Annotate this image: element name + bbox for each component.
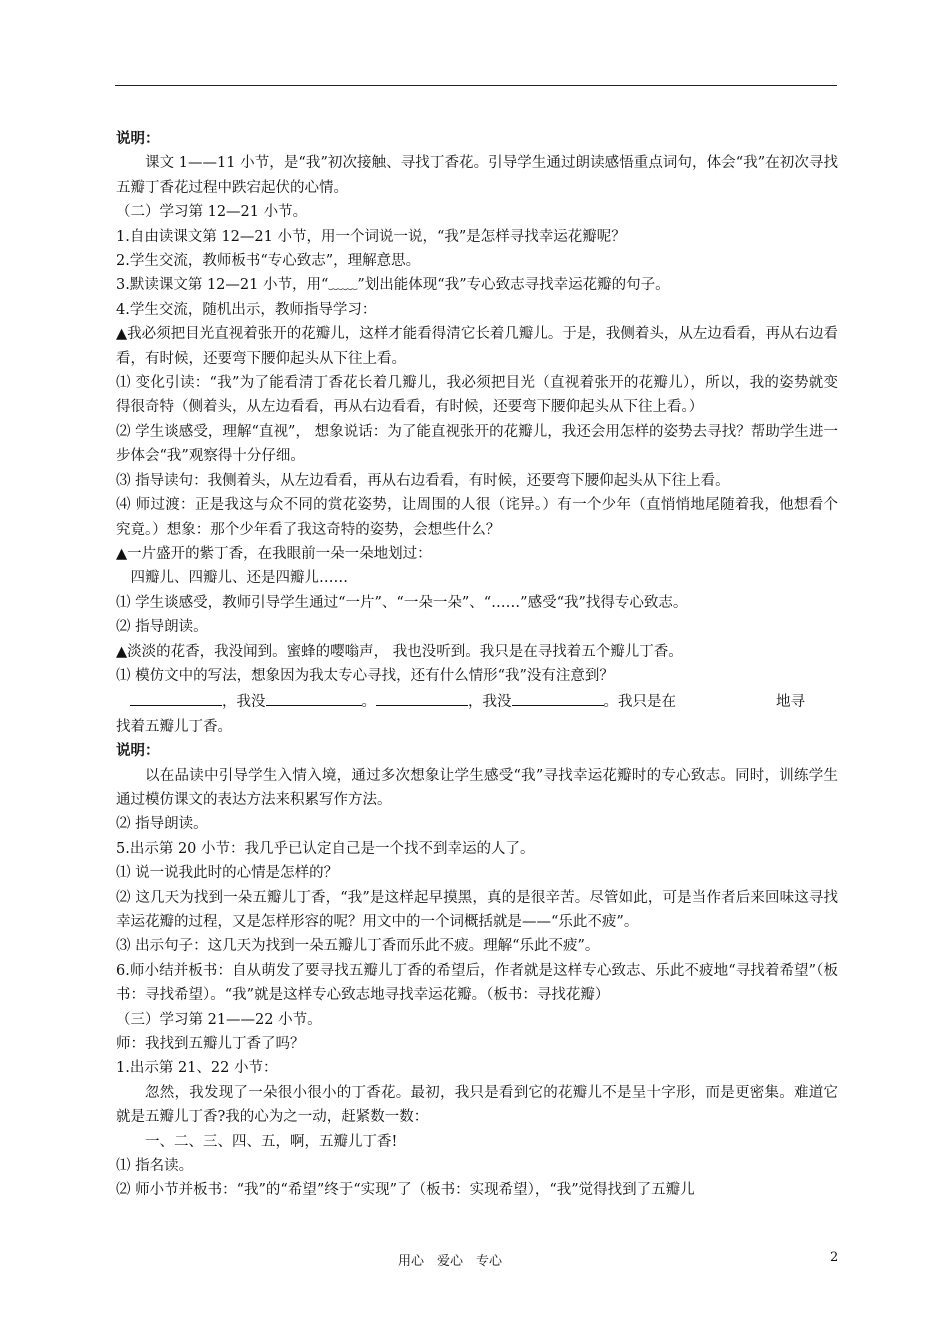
header-rule [115,85,837,86]
paragraph: 师：我找到五瓣儿丁香了吗？ [116,1036,305,1053]
paragraph: ⑴ 模仿文中的写法，想象因为我太专心寻找，还有什么情形“我”没有注意到？ [116,667,614,684]
fill-in-exercise: ，我没 。 ，我没 。我只是在 地寻 [116,688,838,714]
paragraph: 4.学生交流，随机出示，教师指导学习： [116,301,377,318]
paragraph: 6.师小结并板书：自从萌发了要寻找五瓣儿丁香的希望后，作者就是这样专心致志、乐此不疲地“寻找着希望”（板书：寻找希望）。“我”就是这样专心致志地寻找幸运花瓣。（板书：寻找花瓣） [116,962,838,1004]
paragraph: ⑴ 说一说我此时的心情是怎样的？ [116,865,339,882]
quote-paragraph: 忽然，我发现了一朵很小很小的丁香花。最初，我只是看到它的花瓣儿不是呈十字形，而是更密集。难道它就是五瓣儿丁香?我的心为之一动，赶紧数一数： [116,1084,838,1126]
paragraph: ⑴ 变化引读：“我”为了能看清丁香花长着几瓣儿，我必须把目光（直视着张开的花瓣儿），所以，我的姿势就变得很奇特（侧着头，从左边看看，再从右边看看，有时候，还要弯下腰仰起头从下往上看。） [116,375,838,416]
paragraph: 1.自由读课文第 12—21 小节，用一个词说一说，“我”是怎样寻找幸运花瓣呢？ [116,228,626,245]
paragraph: ⑵ 师小节并板书：“我”的“希望”终于“实现”了（板书：实现希望），“我”觉得找到了五瓣儿 [116,1182,695,1199]
paragraph: 1.出示第 21、22 小节： [116,1060,278,1077]
paragraph: 2.学生交流，教师板书“专心致志”，理解意思。 [116,253,421,270]
blank-line[interactable] [130,688,222,706]
paragraph: ⑴ 学生谈感受，教师引导学生通过“一片”、“一朵一朵”、“……”感受“我”找得专心致志。 [116,594,688,611]
paragraph: 5.出示第 20 小节：我几乎已认定自己是一个找不到幸运的人了。 [116,840,535,857]
paragraph: 课文 1——11 小节，是“我”初次接触、寻找丁香花。引导学生通过朗读感悟重点词句，体会“我”在初次寻找五瓣丁香花过程中跌宕起伏的心情。 [116,155,838,196]
paragraph: ⑵ 指导朗读。 [116,619,208,636]
footer-motto: 用心 爱心 专心 [398,1254,503,1269]
paragraph: ⑵ 学生谈感受，理解“直视”， 想象说话：为了能直视张开的花瓣儿，我还会用怎样的姿势去寻找？帮助学生进一步体会“我”观察得十分仔细。 [116,423,838,465]
blank-line[interactable] [266,688,362,706]
paragraph: ⑴ 指名读。 [116,1158,194,1175]
blank-line[interactable] [376,688,468,706]
note-heading: 说明： [116,742,160,760]
paragraph: ⑵ 这几天为找到一朵五瓣儿丁香，“我”是这样起早摸黑，真的是很辛苦。尽管如此，可是当作者后来回味这寻找幸运花瓣的过程，又是怎样形容的呢？用文中的一个词概括就是——“乐此不疲”。 [116,889,838,930]
page-number: 2 [830,1250,839,1265]
paragraph: ⑶ 出示句子：这几天为找到一朵五瓣儿丁香而乐此不疲。理解“乐此不疲”。 [116,938,600,955]
paragraph: 3.默读课文第 12—21 小节，用“﹏﹏”划出能体现“我”专心致志寻找幸运花瓣的句子。 [116,277,670,294]
paragraph: ⑷ 师过渡：正是我这与众不同的赏花姿势，让周围的人很（诧异。）有一个少年（直悄悄地尾随着我，他想看个究竟。）想象：那个少年看了我这奇特的姿势，会想些什么？ [116,497,838,538]
paragraph: ⑶ 指导读句：我侧着头，从左边看看，再从右边看看，有时候，还要弯下腰仰起头从下往上看。 [116,472,730,489]
note-heading: 说明： [116,130,160,147]
quote-paragraph: ▲一片盛开的紫丁香，在我眼前一朵一朵地划过： [116,545,432,562]
section-heading: （三）学习第 21——22 小节。 [116,1011,322,1028]
quote-paragraph: ▲我必须把目光直视着张开的花瓣儿，这样才能看得清它长着几瓣儿。于是，我侧着头，从左边看看，再从右边看看，有时候，还要弯下腰仰起头从下往上看。 [116,326,838,367]
quote-paragraph: 一、二、三、四、五，啊，五瓣儿丁香! [145,1133,398,1150]
paragraph: 找着五瓣儿丁香。 [116,718,232,735]
paragraph: 四瓣儿、四瓣儿、还是四瓣儿…… [130,570,348,587]
blank-line[interactable] [512,688,604,706]
paragraph: 以在品读中引导学生入情入境，通过多次想象让学生感受“我”寻找幸运花瓣时的专心致志。同时，训练学生通过模仿课文的表达方法来积累写作方法。 [116,767,838,808]
paragraph: ⑵ 指导朗读。 [116,816,208,833]
quote-paragraph: ▲淡淡的花香，我没闻到。蜜蜂的嘤嗡声， 我也没听到。我只是在寻找着五个瓣儿丁香。 [116,643,683,660]
document-body [116,127,838,1203]
section-heading: （二）学习第 12—21 小节。 [116,204,308,221]
